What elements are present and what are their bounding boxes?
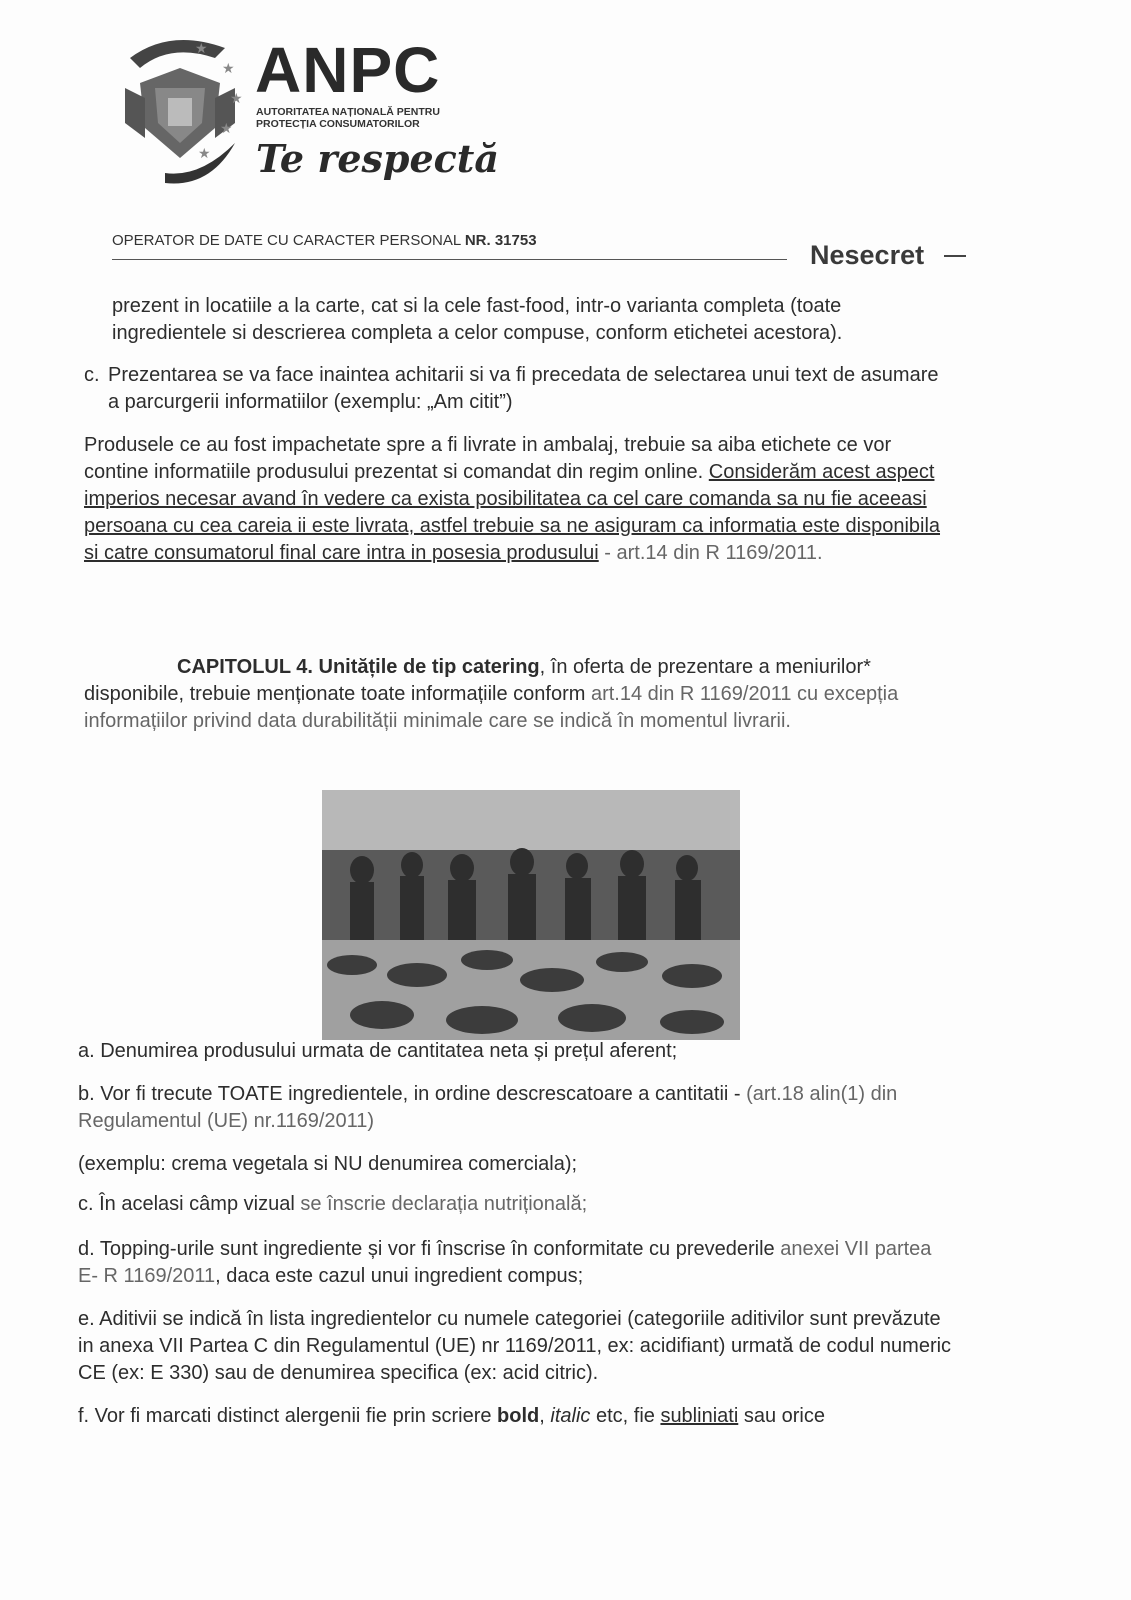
packaged-underlined-text: Considerăm acest aspect imperios necesar avand în vedere ca exista posibilitatea ca cel care comanda sa nu fie aceeasi persoana cu cea careia ii este livrata, astfel trebuie sa ne asiguram ca informatia este disponibila si catre consumatorul final care intra in posesia produsului bbox=[84, 461, 941, 564]
operator-label: OPERATOR DE DATE CU CARACTER PERSONAL bbox=[112, 232, 461, 249]
list-item-d-text: d. Topping-urile sunt ingrediente și vor fi înscrise în conformitate cu prevederile bbox=[78, 1238, 781, 1260]
logo-subtitle-line1: AUTORITATEA NAȚIONALĂ PENTRU bbox=[256, 106, 440, 118]
list-item-a: a. Denumirea produsului urmata de cantitatea neta și prețul aferent; bbox=[78, 1040, 678, 1062]
list-item-c bbox=[78, 1191, 952, 1218]
chapter-text: , în oferta de prezentare a meniurilor* disponibile, trebuie menționate toate informațiile conform bbox=[84, 656, 871, 705]
header-rule bbox=[112, 259, 787, 260]
svg-text:★: ★ bbox=[222, 60, 235, 76]
anpc-eagle-emblem-icon bbox=[110, 28, 250, 188]
list-item-c-rest: se înscrie declarația nutrițională; bbox=[300, 1193, 588, 1215]
logo-subtitle-line2: PROTECȚIA CONSUMATORILOR bbox=[256, 118, 420, 130]
classification-dash bbox=[944, 255, 966, 257]
logo-title: ANPC bbox=[255, 34, 441, 106]
svg-text:★: ★ bbox=[195, 40, 208, 56]
logo-slogan: Te respectă bbox=[256, 136, 499, 181]
list-item-e: e. Aditivii se indică în lista ingredientelor cu numele categoriei (categoriile aditivilor sunt prevăzute in anexa VII Partea C din Regulamentul (UE) nr 1169/2011, ex: acidifiant) urmată de codul numeric CE (ex: E 330) sau de denumirea specifica (ex: acid citric). bbox=[78, 1308, 952, 1384]
classification-label: Nesecret bbox=[810, 240, 925, 270]
list-item-b-reference: (art.18 alin(1) din Regulamentul (UE) nr.1169/2011) bbox=[78, 1083, 898, 1132]
list-item-b-text: b. Vor fi trecute TOATE ingredientele, in ordine descrescatoare a cantitatii - bbox=[78, 1083, 747, 1105]
packaged-reference: - art.14 din R 1169/2011. bbox=[598, 542, 823, 564]
list-item-b bbox=[78, 1081, 952, 1135]
chapter-title: CAPITOLUL 4. Unitățile de tip catering bbox=[177, 656, 540, 678]
chapter-4-paragraph bbox=[84, 654, 952, 735]
svg-text:★: ★ bbox=[220, 120, 233, 136]
list-item-d-reference: anexei VII partea E- R 1169/2011 bbox=[78, 1238, 932, 1287]
list-item-c-top bbox=[84, 362, 952, 416]
bold-example: bold bbox=[497, 1405, 540, 1427]
svg-text:★: ★ bbox=[230, 90, 243, 106]
catering-buffet-photo bbox=[322, 790, 740, 1040]
packaged-paragraph bbox=[84, 432, 952, 567]
operator-info bbox=[112, 232, 537, 249]
list-item-b-example: (exemplu: crema vegetala si NU denumirea comerciala); bbox=[78, 1153, 578, 1175]
list-item-f-text-2: etc, fie bbox=[590, 1405, 661, 1427]
list-item-d bbox=[78, 1236, 952, 1290]
list-item-f-text: f. Vor fi marcati distinct alergenii fie prin scriere bbox=[78, 1405, 498, 1427]
list-item-c-text: c. În acelasi câmp vizual bbox=[78, 1193, 301, 1215]
packaged-text: Produsele ce au fost impachetate spre a fi livrate in ambalaj, trebuie sa aiba etichete ce vor contine informatiile produsului prezentat si comandat din regim online. bbox=[84, 434, 892, 483]
list-item-d-rest: , daca este cazul unui ingredient compus; bbox=[215, 1265, 584, 1287]
list-item-f-text-3: sau orice bbox=[738, 1405, 825, 1427]
list-item-f bbox=[78, 1403, 952, 1430]
logo-subtitle bbox=[256, 106, 440, 130]
list-item-label: c. bbox=[84, 364, 100, 386]
list-item-text: Prezentarea se va face inaintea achitarii si va fi precedata de selectarea unui text de asumare a parcurgerii informatiilor (exemplu: „Am citit”) bbox=[108, 364, 939, 413]
svg-text:★: ★ bbox=[198, 145, 211, 161]
operator-number: NR. 31753 bbox=[464, 232, 537, 249]
chapter-reference-text: art.14 din R 1169/2011 cu excepția informațiilor privind data durabilității minimale care se indică în momentul livrarii. bbox=[84, 683, 899, 732]
separator: , bbox=[539, 1405, 551, 1427]
italic-example: italic bbox=[550, 1405, 591, 1427]
continuation-paragraph: prezent in locatiile a la carte, cat si la cele fast-food, intr-o varianta completa (toate ingredientele si descrierea completa a celor compuse, conform etichetei acestora). bbox=[112, 295, 843, 344]
underline-example: subliniati bbox=[660, 1405, 739, 1427]
